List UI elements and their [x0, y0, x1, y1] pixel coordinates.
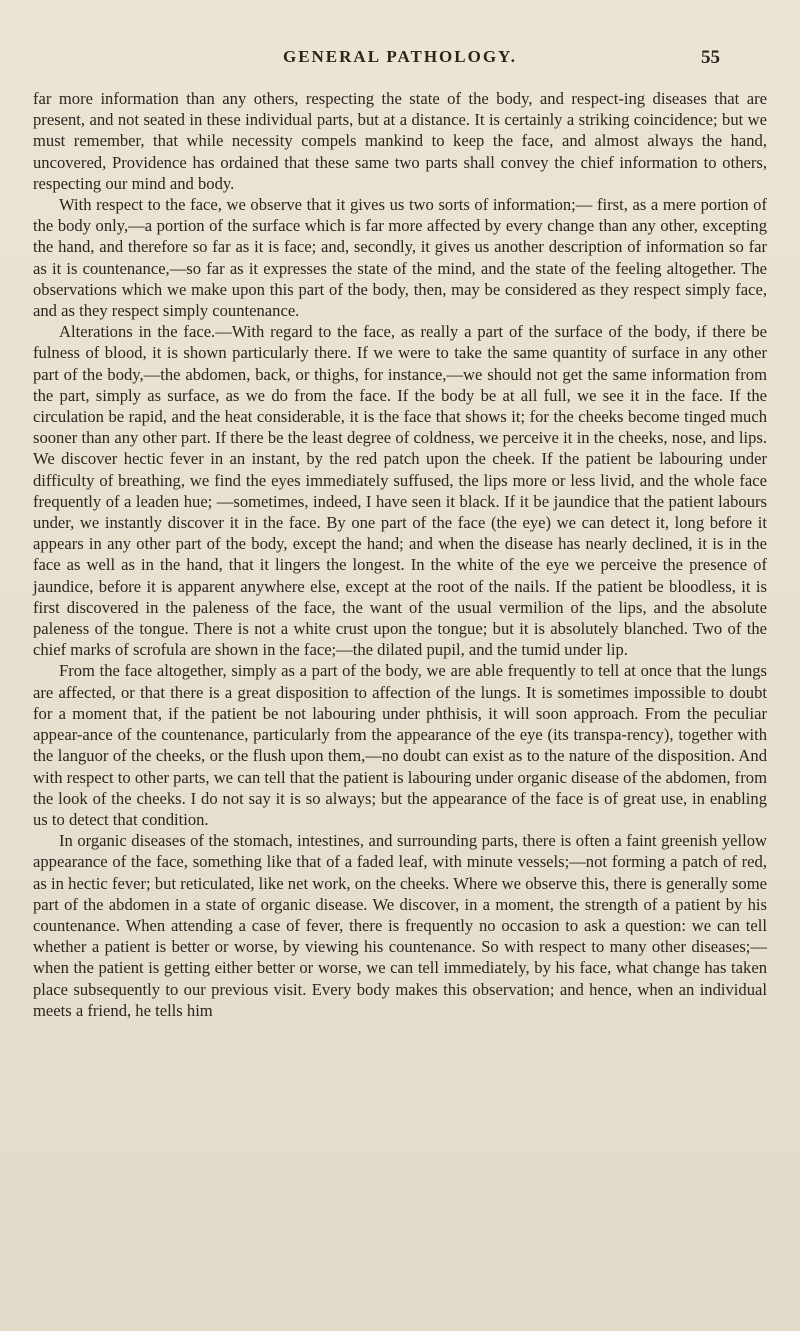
paragraph: In organic diseases of the stomach, intestines, and surrounding parts, there is often a faint greenish yellow appearance of the face, something like that of a faded leaf, with minute vessels;—not forming a patch of red, as in hectic fever; but reticulated, like net work, on the cheeks. Where we observe this, there is generally some part of the abdomen in a state of organic disease. We discover, in a moment, the strength of a patient by his countenance. When attending a case of fever, there is frequently no occasion to ask a question: we can tell whether a patient is better or worse, by viewing his countenance. So with respect to many other diseases;— when the patient is getting either better or worse, we can tell immediately, by his face, what change has taken place subsequently to our previous visit. Every body makes this observation; and hence, when an individual meets a friend, he tells him [33, 831, 767, 1020]
paragraph: far more information than any others, respecting the state of the body, and respect-ing diseases that are present, and not seated in these individual parts, but at a distance. It is certainly a striking coincidence; but we must remember, that while necessity compels mankind to keep the face, and almost always the hand, uncovered, Providence has ordained that these same two parts shall convey the chief information to others, respecting our mind and body. [33, 89, 767, 193]
paragraph: Alterations in the face.—With regard to the face, as really a part of the surface of the body, if there be fulness of blood, it is shown particularly there. If we were to take the same quantity of surface in any other part of the body,—the abdomen, back, or thighs, for instance,—we should not get the same information from the part, simply as surface, as we do from the face. If the body be at all full, we see it in the face. If the circulation be rapid, and the heat considerable, it is the face that shows it; for the cheeks become tinged much sooner than any other part. If there be the least degree of coldness, we perceive it in the cheeks, nose, and lips. We discover hectic fever in an instant, by the red patch upon the cheek. If the patient be labouring under difficulty of breathing, we find the eyes immediately suffused, the lips more or less livid, and the whole face frequently of a leaden hue; —sometimes, indeed, I have seen it black. If it be jaundice that the patient labours under, we instantly discover it in the face. By one part of the face (the eye) we can detect it, long before it appears in any other part of the body, except the hand; and when the disease has nearly declined, it is in the face as well as in the hand, that it lingers the longest. In the white of the eye we perceive the presence of jaundice, before it is apparent anywhere else, except at the root of the nails. If the patient be bloodless, it is first discovered in the paleness of the face, the want of the usual vermilion of the lips, and the absolute paleness of the tongue. There is not a white crust upon the tongue; but it is absolutely blanched. Two of the chief marks of scrofula are shown in the face;—the dilated pupil, and the tumid under lip. [33, 322, 767, 660]
paragraph: With respect to the face, we observe that it gives us two sorts of information;— first, as a mere portion of the body only,—a portion of the surface which is far more affected by every change than any other, excepting the hand, and therefore so far as it is face; and, secondly, it gives us another description of information so far as it is countenance,—so far as it expresses the state of the mind, and the state of the feeling altogether. The observations which we make upon this part of the body, then, may be considered as they respect simply face, and as they respect simply countenance. [33, 195, 767, 321]
paragraph: From the face altogether, simply as a part of the body, we are able frequently to tell at once that the lungs are affected, or that there is a great disposition to affection of the lungs. It is sometimes impossible to doubt for a moment that, if the patient be not labouring under phthisis, it will soon approach. From the peculiar appear-ance of the countenance, particularly from the appearance of the eye (its transpa-rency), together with the languor of the cheeks, or the flush upon them,—no doubt can exist as to the nature of the disposition. And with respect to other parts, we can tell that the patient is labouring under organic disease of the abdomen, from the look of the cheeks. I do not say it is so always; but the appearance of the face is of great use, in enabling us to detect that condition. [33, 661, 767, 829]
body-text [33, 88, 767, 1021]
page-number: 55 [701, 47, 720, 68]
page-header [40, 47, 760, 71]
running-head: GENERAL PATHOLOGY. [282, 47, 518, 66]
